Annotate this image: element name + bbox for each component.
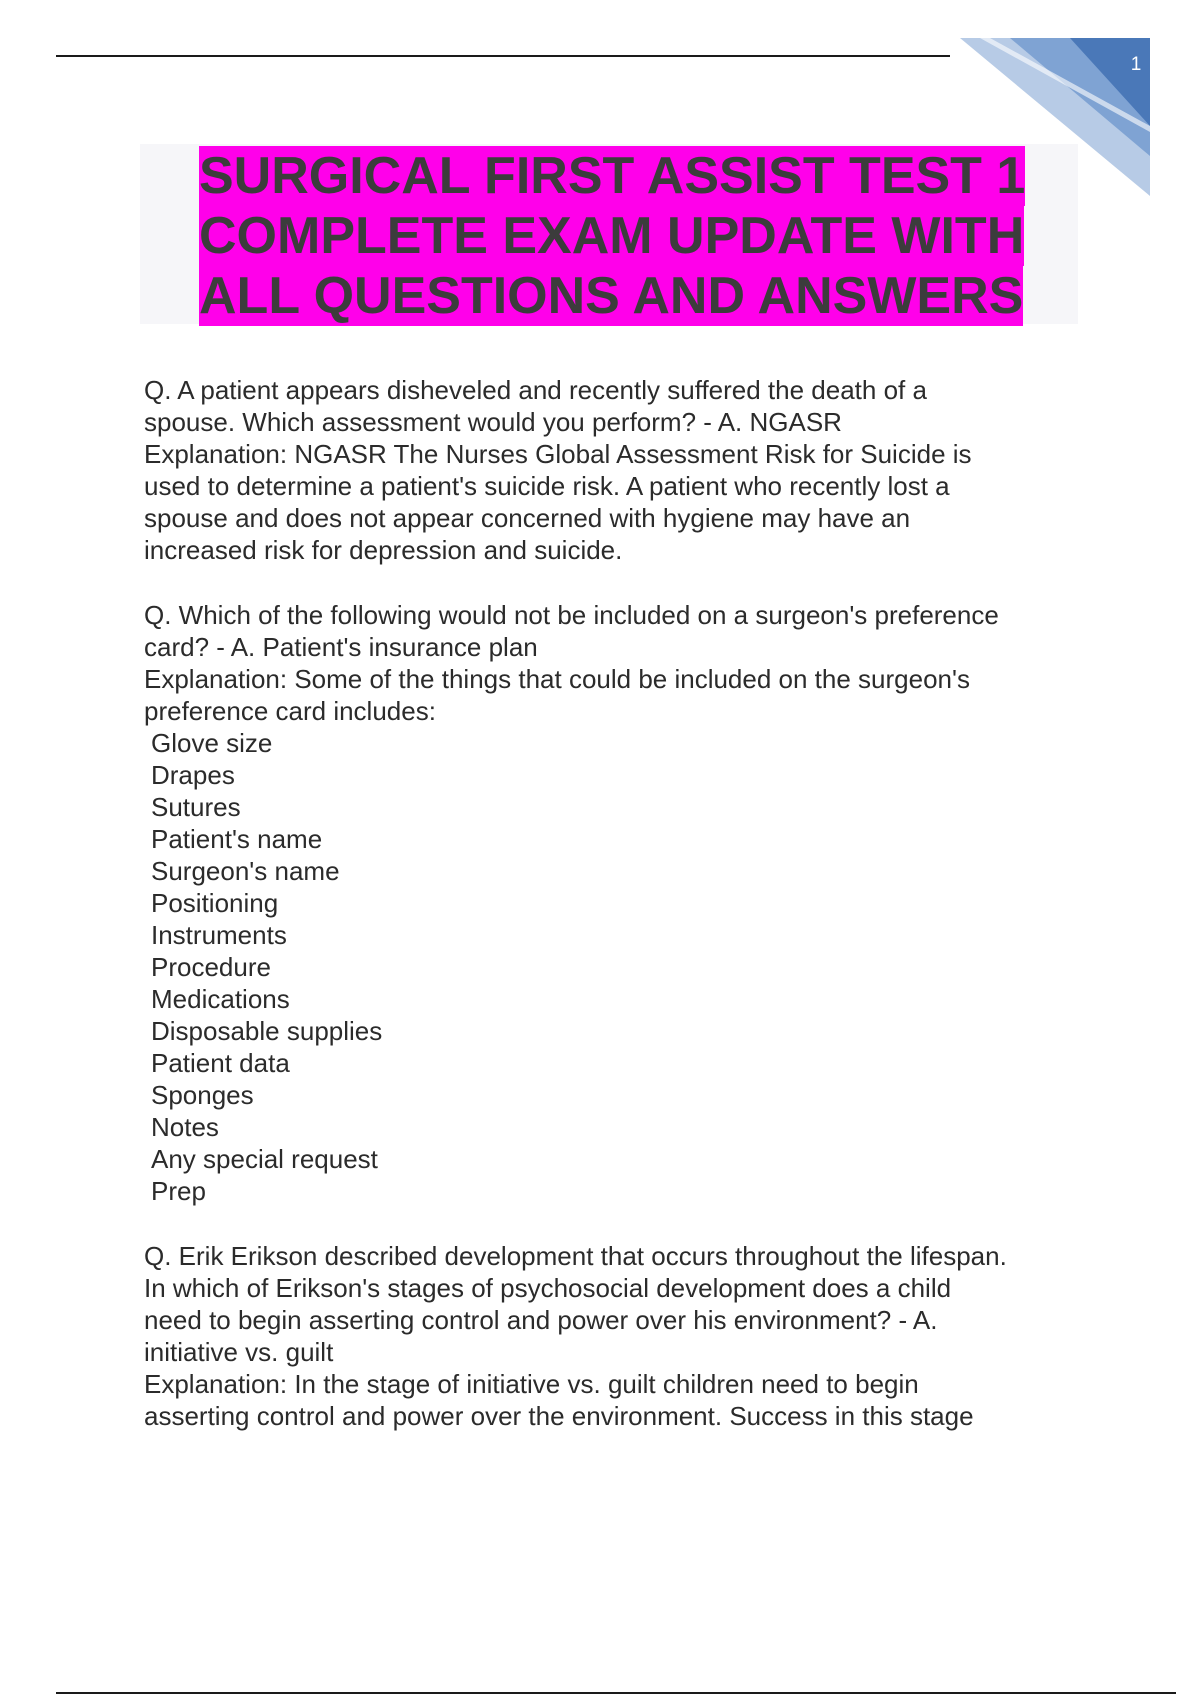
question-block-2: [144, 599, 1094, 1207]
header-rule: [56, 55, 950, 57]
footer-rule: [56, 1692, 1176, 1694]
explanation-text: Explanation: In the stage of initiative vs. guilt children need to begin: [144, 1369, 919, 1399]
title-line-2: COMPLETE EXAM UPDATE WITH: [199, 207, 1025, 265]
explanation-text: Explanation: Some of the things that could be included on the surgeon's: [144, 664, 970, 694]
list-item: Disposable supplies: [151, 1016, 383, 1046]
list-item: Notes: [151, 1112, 219, 1142]
list-item: Glove size: [151, 728, 273, 758]
title-line-1: SURGICAL FIRST ASSIST TEST 1: [199, 147, 1026, 205]
question-text: Q. Which of the following would not be included on a surgeon's preference: [144, 600, 999, 630]
list-item: Instruments: [151, 920, 287, 950]
document-body: [144, 374, 1094, 1465]
list-item: Sponges: [151, 1080, 254, 1110]
question-block-1: [144, 374, 1094, 566]
question-text: Q. Erik Erikson described development that occurs throughout the lifespan.: [144, 1241, 1007, 1271]
list-item: Sutures: [151, 792, 241, 822]
question-text: need to begin asserting control and power over his environment? - A.: [144, 1305, 938, 1335]
list-item: Patient's name: [151, 824, 323, 854]
list-item: Surgeon's name: [151, 856, 340, 886]
question-text: Q. A patient appears disheveled and recently suffered the death of a: [144, 375, 927, 405]
explanation-text: increased risk for depression and suicide.: [144, 535, 623, 565]
list-item: Patient data: [151, 1048, 290, 1078]
question-text: In which of Erikson's stages of psychosocial development does a child: [144, 1273, 952, 1303]
question-text: card? - A. Patient's insurance plan: [144, 632, 538, 662]
list-item: Procedure: [151, 952, 271, 982]
question-block-3: [144, 1240, 1094, 1432]
answer-text: initiative vs. guilt: [144, 1337, 334, 1367]
explanation-text: Explanation: NGASR The Nurses Global Assessment Risk for Suicide is: [144, 439, 972, 469]
list-item: Drapes: [151, 760, 235, 790]
document-title: [199, 146, 1029, 326]
page-number: 1: [1130, 54, 1142, 75]
explanation-text: used to determine a patient's suicide risk. A patient who recently lost a: [144, 471, 950, 501]
question-text: spouse. Which assessment would you perform? - A. NGASR: [144, 407, 842, 437]
explanation-text: asserting control and power over the environment. Success in this stage: [144, 1401, 974, 1431]
list-item: Positioning: [151, 888, 279, 918]
list-item: Medications: [151, 984, 290, 1014]
list-item: Any special request: [151, 1144, 378, 1174]
title-line-3: ALL QUESTIONS AND ANSWERS: [199, 267, 1024, 325]
explanation-text: spouse and does not appear concerned with hygiene may have an: [144, 503, 911, 533]
explanation-text: preference card includes:: [144, 696, 436, 726]
list-item: Prep: [151, 1176, 206, 1206]
